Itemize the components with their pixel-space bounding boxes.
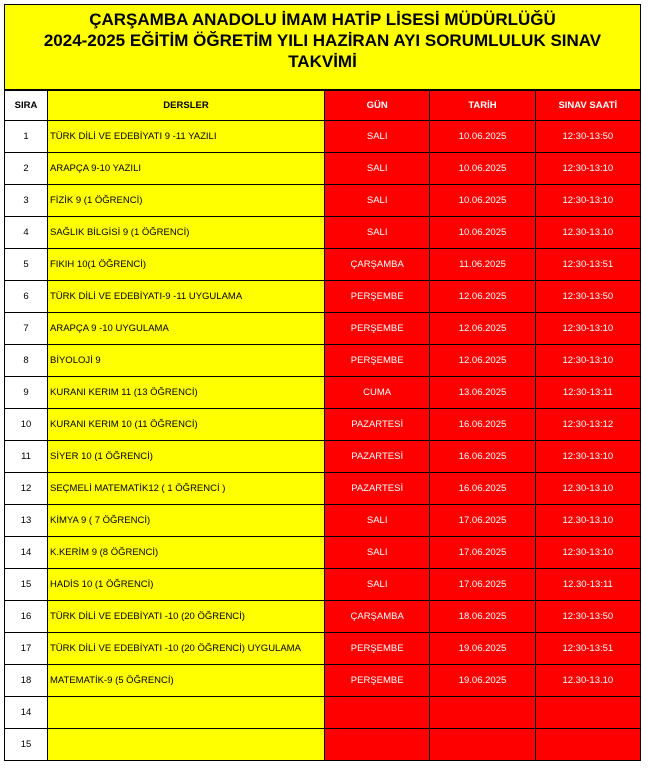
cell-gun: PAZARTESİ xyxy=(325,473,430,505)
title-line-2: 2024-2025 EĞİTİM ÖĞRETİM YILI HAZİRAN AYI SORUMLULUK SINAV xyxy=(43,31,602,50)
table-row xyxy=(5,217,641,249)
cell-saat: 12:30-13:10 xyxy=(535,537,640,569)
cell-tarih: 18.06.2025 xyxy=(430,601,535,633)
title-line-3: TAKVİMİ xyxy=(288,52,357,71)
cell-ders xyxy=(48,569,325,601)
table-row xyxy=(5,313,641,345)
cell-gun: PERŞEMBE xyxy=(325,313,430,345)
cell-tarih: 10.06.2025 xyxy=(430,217,535,249)
cell-gun xyxy=(325,729,430,761)
cell-sira: 5 xyxy=(5,249,48,281)
ders-label: SİYER 10 (1 ÖĞRENCİ) xyxy=(50,451,153,462)
cell-gun: PAZARTESİ xyxy=(325,441,430,473)
table-row xyxy=(5,601,641,633)
cell-ders xyxy=(48,185,325,217)
ders-label: KURANI KERIM 11 (13 ÖĞRENCİ) xyxy=(50,387,198,398)
header-tarih: TARİH xyxy=(430,91,535,121)
cell-saat xyxy=(535,697,640,729)
cell-saat: 12:30-13:10 xyxy=(535,153,640,185)
table-row xyxy=(5,409,641,441)
cell-gun: PERŞEMBE xyxy=(325,345,430,377)
cell-saat: 12.30-13.10 xyxy=(535,665,640,697)
cell-saat: 12.30-13.10 xyxy=(535,505,640,537)
table-row xyxy=(5,185,641,217)
cell-ders xyxy=(48,697,325,729)
cell-gun: PERŞEMBE xyxy=(325,281,430,313)
cell-gun: PERŞEMBE xyxy=(325,633,430,665)
cell-saat: 12:30-13:51 xyxy=(535,249,640,281)
table-row xyxy=(5,537,641,569)
cell-tarih: 12.06.2025 xyxy=(430,345,535,377)
cell-ders xyxy=(48,473,325,505)
cell-gun: SALI xyxy=(325,121,430,153)
cell-sira: 12 xyxy=(5,473,48,505)
cell-sira: 15 xyxy=(5,729,48,761)
cell-sira: 7 xyxy=(5,313,48,345)
title-line-1: ÇARŞAMBA ANADOLU İMAM HATİP LİSESİ MÜDÜRLÜĞÜ xyxy=(89,10,556,29)
ders-label: ARAPÇA 9-10 YAZILI xyxy=(50,163,141,174)
ders-label: SAĞLIK BİLGİSİ 9 (1 ÖĞRENCİ) xyxy=(50,227,190,238)
cell-gun xyxy=(325,697,430,729)
cell-ders xyxy=(48,505,325,537)
table-row xyxy=(5,569,641,601)
cell-saat: 12.30-13.10 xyxy=(535,473,640,505)
cell-tarih: 11.06.2025 xyxy=(430,249,535,281)
cell-tarih xyxy=(430,697,535,729)
cell-ders xyxy=(48,281,325,313)
cell-ders xyxy=(48,601,325,633)
table-row xyxy=(5,441,641,473)
cell-gun: SALI xyxy=(325,217,430,249)
cell-sira: 18 xyxy=(5,665,48,697)
ders-label: BİYOLOJİ 9 xyxy=(50,355,101,366)
cell-sira: 17 xyxy=(5,633,48,665)
schedule-rows xyxy=(5,121,641,761)
header-saat: SINAV SAATİ xyxy=(535,91,640,121)
ders-label: KİMYA 9 ( 7 ÖĞRENCİ) xyxy=(50,515,151,526)
exam-schedule-sheet xyxy=(4,4,641,761)
header-gun: GÜN xyxy=(325,91,430,121)
cell-tarih: 17.06.2025 xyxy=(430,537,535,569)
cell-sira: 2 xyxy=(5,153,48,185)
cell-sira: 6 xyxy=(5,281,48,313)
cell-tarih: 16.06.2025 xyxy=(430,409,535,441)
cell-ders xyxy=(48,537,325,569)
cell-saat xyxy=(535,729,640,761)
ders-label: HADİS 10 (1 ÖĞRENCİ) xyxy=(50,579,154,590)
cell-tarih: 13.06.2025 xyxy=(430,377,535,409)
ders-label: TÜRK DİLİ VE EDEBİYATI -10 (20 ÖĞRENCİ) xyxy=(50,611,245,622)
cell-saat: 12:30-13:10 xyxy=(535,185,640,217)
cell-sira: 14 xyxy=(5,697,48,729)
table-row xyxy=(5,697,641,729)
cell-tarih: 19.06.2025 xyxy=(430,633,535,665)
table-row xyxy=(5,505,641,537)
cell-tarih: 12.06.2025 xyxy=(430,281,535,313)
ders-label: KURANI KERIM 10 (11 ÖĞRENCİ) xyxy=(50,419,198,430)
schedule-title xyxy=(4,4,641,90)
ders-label: TÜRK DİLİ VE EDEBİYATI -10 (20 ÖĞRENCİ) UYGULAMA xyxy=(50,643,301,654)
cell-saat: 12:30-13:12 xyxy=(535,409,640,441)
cell-sira: 3 xyxy=(5,185,48,217)
cell-sira: 14 xyxy=(5,537,48,569)
cell-sira: 9 xyxy=(5,377,48,409)
cell-tarih: 17.06.2025 xyxy=(430,569,535,601)
cell-ders xyxy=(48,217,325,249)
table-row xyxy=(5,729,641,761)
table-row xyxy=(5,153,641,185)
table-row xyxy=(5,281,641,313)
cell-tarih: 17.06.2025 xyxy=(430,505,535,537)
cell-ders xyxy=(48,121,325,153)
cell-tarih: 12.06.2025 xyxy=(430,313,535,345)
cell-gun: SALI xyxy=(325,505,430,537)
ders-label: FİZİK 9 (1 ÖĞRENCİ) xyxy=(50,195,143,206)
cell-ders xyxy=(48,249,325,281)
cell-tarih: 10.06.2025 xyxy=(430,153,535,185)
cell-sira: 13 xyxy=(5,505,48,537)
cell-saat: 12:30-13:10 xyxy=(535,313,640,345)
ders-label: TÜRK DİLİ VE EDEBİYATI 9 -11 YAZILI xyxy=(50,131,217,142)
ders-label: SEÇMELİ MATEMATİK12 ( 1 ÖĞRENCİ ) xyxy=(50,483,226,494)
ders-label: ARAPÇA 9 -10 UYGULAMA xyxy=(50,323,169,334)
cell-tarih: 16.06.2025 xyxy=(430,473,535,505)
ders-label: TÜRK DİLİ VE EDEBİYATI-9 -11 UYGULAMA xyxy=(50,291,243,302)
cell-ders xyxy=(48,377,325,409)
cell-gun: ÇARŞAMBA xyxy=(325,249,430,281)
cell-tarih: 16.06.2025 xyxy=(430,441,535,473)
table-row xyxy=(5,345,641,377)
cell-tarih: 19.06.2025 xyxy=(430,665,535,697)
ders-label: K.KERİM 9 (8 ÖĞRENCİ) xyxy=(50,547,159,558)
cell-tarih: 10.06.2025 xyxy=(430,185,535,217)
cell-ders xyxy=(48,345,325,377)
cell-gun: SALI xyxy=(325,537,430,569)
cell-gun: ÇARŞAMBA xyxy=(325,601,430,633)
cell-saat: 12.30-13:11 xyxy=(535,569,640,601)
table-row xyxy=(5,633,641,665)
cell-gun: PERŞEMBE xyxy=(325,665,430,697)
table-row xyxy=(5,377,641,409)
cell-ders xyxy=(48,153,325,185)
cell-saat: 12:30-13:50 xyxy=(535,601,640,633)
cell-gun: SALI xyxy=(325,153,430,185)
cell-gun: CUMA xyxy=(325,377,430,409)
table-row xyxy=(5,249,641,281)
cell-ders xyxy=(48,633,325,665)
table-row xyxy=(5,121,641,153)
cell-ders xyxy=(48,441,325,473)
cell-gun: PAZARTESİ xyxy=(325,409,430,441)
ders-label: MATEMATİK-9 (5 ÖĞRENCİ) xyxy=(50,675,174,686)
cell-ders xyxy=(48,665,325,697)
cell-ders xyxy=(48,729,325,761)
table-row xyxy=(5,473,641,505)
cell-saat: 12:30-13:50 xyxy=(535,281,640,313)
cell-saat: 12:30-13:10 xyxy=(535,441,640,473)
table-row xyxy=(5,665,641,697)
cell-gun: SALI xyxy=(325,185,430,217)
cell-gun: SALI xyxy=(325,569,430,601)
cell-sira: 1 xyxy=(5,121,48,153)
cell-saat: 12:30-13:50 xyxy=(535,121,640,153)
cell-saat: 12:30-13:11 xyxy=(535,377,640,409)
cell-saat: 12:30-13:10 xyxy=(535,345,640,377)
ders-label: FIKIH 10(1 ÖĞRENCİ) xyxy=(50,259,147,270)
cell-sira: 4 xyxy=(5,217,48,249)
cell-ders xyxy=(48,313,325,345)
cell-saat: 12:30-13:51 xyxy=(535,633,640,665)
header-dersler: DERSLER xyxy=(48,91,325,121)
cell-saat: 12.30-13.10 xyxy=(535,217,640,249)
header-row xyxy=(5,91,641,121)
cell-tarih: 10.06.2025 xyxy=(430,121,535,153)
cell-ders xyxy=(48,409,325,441)
cell-sira: 8 xyxy=(5,345,48,377)
schedule-table xyxy=(4,90,641,761)
header-sira: SIRA xyxy=(5,91,48,121)
cell-tarih xyxy=(430,729,535,761)
cell-sira: 10 xyxy=(5,409,48,441)
cell-sira: 11 xyxy=(5,441,48,473)
cell-sira: 16 xyxy=(5,601,48,633)
cell-sira: 15 xyxy=(5,569,48,601)
